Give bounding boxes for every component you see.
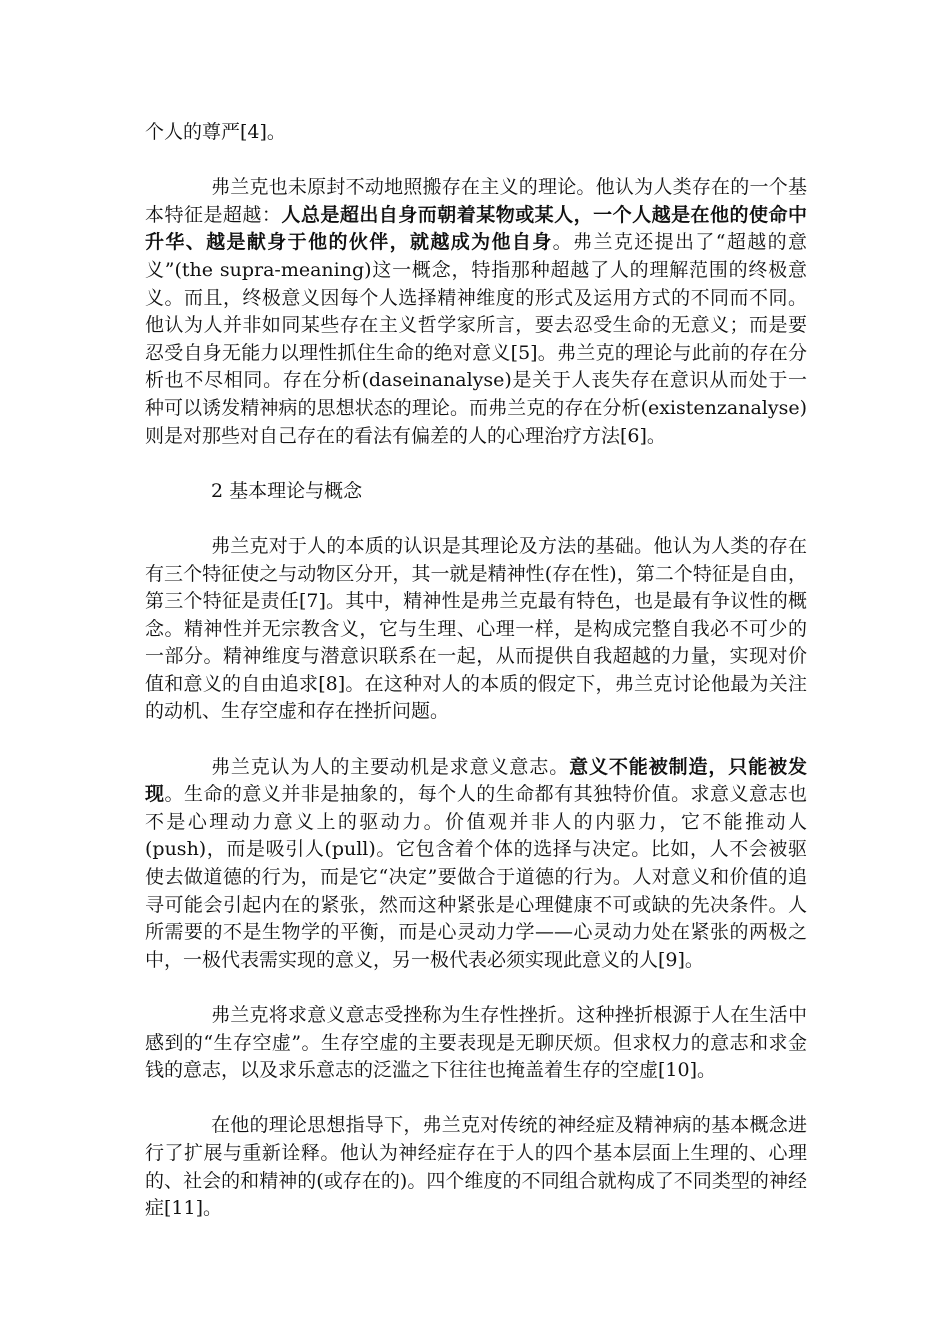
document-page <box>145 119 807 1223</box>
bold-emphasis: 意义不能被制造，只能被发现 <box>145 755 807 806</box>
paragraph-text: 弗兰克也未原封不动地照搬存在主义的理论。他认为人类存在的一个基本特征是超越： <box>145 176 807 226</box>
paragraph-gap <box>145 505 807 533</box>
bold-emphasis: 人总是超出自身而朝着某物或某人，一个人越是在他的使命中升华、越是献身于他的伙伴，就越成为他自身 <box>145 203 807 254</box>
paragraph-gap <box>145 450 807 478</box>
paragraph-human-nature: 弗兰克对于人的本质的认识是其理论及方法的基础。他认为人类的存在有三个特征使之与动物区分开，其一就是精神性(存在性)，第二个特征是自由，第三个特征是责任[7]。其中，精神性是弗兰克最有特色，也是最有争议性的概念。精神性并无宗教含义，它与生理、心理一样，是构成完整自我必不可少的一部分。精神维度与潜意识联系在一起，从而提供自我超越的力量，实现对价值和意义的自由追求[8]。在这种对人的本质的假定下，弗兰克讨论他最为关注的动机、生存空虚和存在挫折问题。 <box>145 534 807 723</box>
section-heading: 2 基本理论与概念 <box>211 479 363 502</box>
paragraph-text: 。弗兰克还提出了“超越的意义”(the supra-meaning)这一概念，特指那种超越了人的理解范围的终极意义。而且，终极意义因每个人选择精神维度的形式及运用方式的不同而不同。他认为人并非如同某些存在主义哲学家所言，要去忍受生命的无意义；而是要忍受自身无能力以理性抓住生命的绝对意义[5]。弗兰克的理论与此前的存在分析也不尽相同。存在分析(daseinanalyse)是关于人丧失存在意识从而处于一种可以诱发精神病的思想状态的理论。而弗兰克的存在分析(existenzanalyse)则是对那些对自己存在的看法有偏差的人的心理治疗方法[6]。 <box>145 231 807 447</box>
paragraph-will-to-meaning <box>145 754 807 975</box>
paragraph-neurosis: 在他的理论思想指导下，弗兰克对传统的神经症及精神病的基本概念进行了扩展与重新诠释。他认为神经症存在于人的四个基本层面上生理的、心理的、社会的和精神的(或存在的)。四个维度的不同组合就构成了不同类型的神经症[11]。 <box>145 1114 807 1220</box>
paragraph-existential-frustration: 弗兰克将求意义意志受挫称为生存性挫折。这种挫折根源于人在生活中感到的“生存空虚”。生存空虚的主要表现是无聊厌烦。但求权力的意志和求金钱的意志，以及求乐意志的泛滥之下往往也掩盖着生存的空虚[10]。 <box>145 1004 807 1082</box>
paragraph-continuation: 个人的尊严[4]。 <box>145 121 286 143</box>
paragraph-gap <box>145 147 807 175</box>
paragraph-text: 弗兰克认为人的主要动机是求意义意志。 <box>211 755 570 778</box>
paragraph-transcendence <box>145 174 807 450</box>
paragraph-gap <box>145 1085 807 1113</box>
paragraph-text: 。生命的意义并非是抽象的，每个人的生命都有其独特价值。求意义意志也不是心理动力意义上的驱动力。价值观并非人的内驱力，它不能推动人(push)，而是吸引人(pull)。它包含着个体的选择与决定。比如，人不会被驱使去做道德的行为，而是它“决定”要做合于道德的行为。人对意义和价值的追寻可能会引起内在的紧张，然而这种紧张是心理健康不可或缺的先决条件。人所需要的不是生物学的平衡，而是心灵动力学——心灵动力处在紧张的两极之中，一极代表需实现的意义，另一极代表必须实现此意义的人[9]。 <box>145 783 807 971</box>
paragraph-gap <box>145 974 807 1002</box>
paragraph-gap <box>145 726 807 754</box>
